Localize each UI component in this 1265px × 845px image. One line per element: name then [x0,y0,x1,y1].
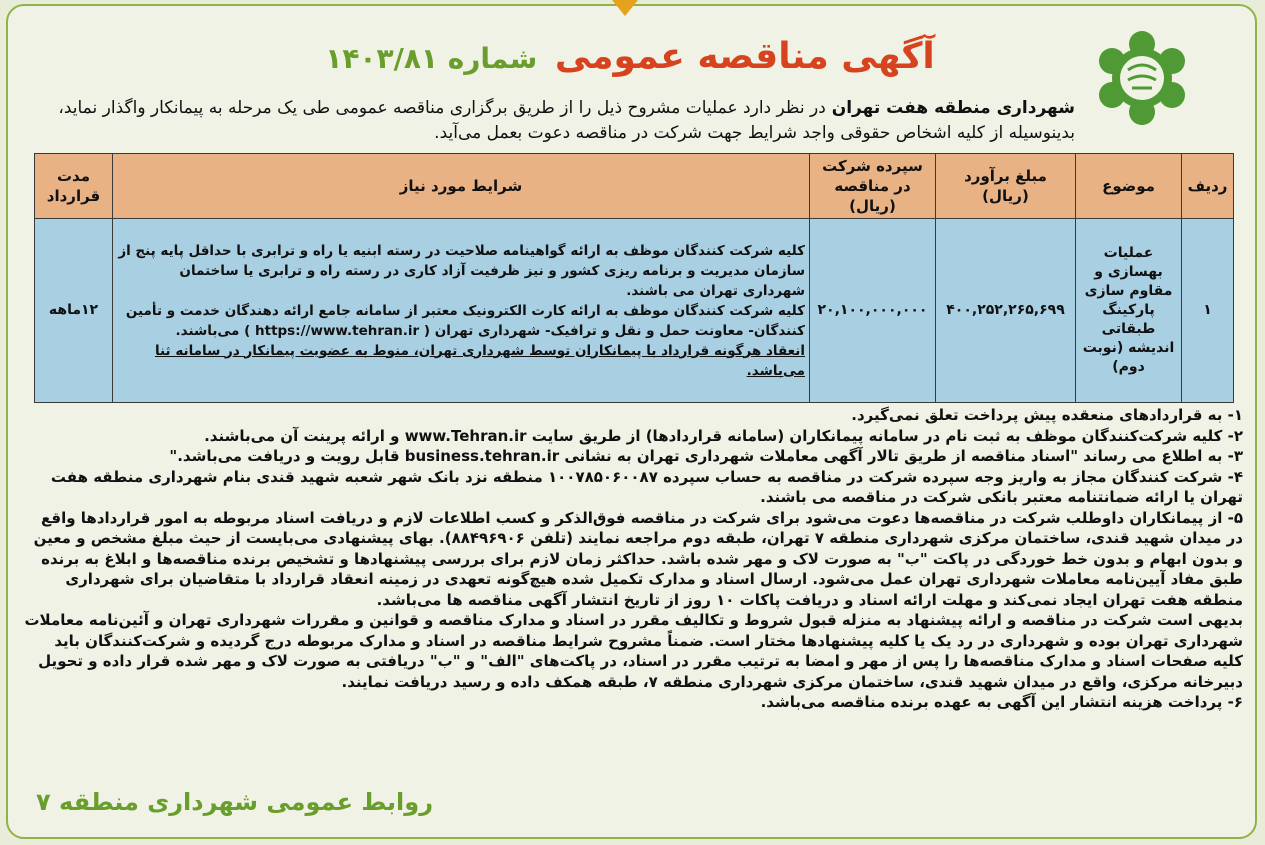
clause-5: ۵- از پیمانکاران داوطلب شرکت در مناقصه‌ها دعوت می‌شود برای شرکت در مناقصه فوق‌الذکر و کسب اطلاعات لازم و دریافت اسناد مربوطه به امور قراردادها واقع در میدان شهید قندی، ساختمان مرکزی شهرداری منطقه ۷ تهران، طبقه دوم مراجعه نمایند (تلفن ۸۸۴۹۶۹۰۶). بهای پیشنهادی می‌بایست از حیث مبلغ مشخص و معین و بدون ابهام و بدون خط خوردگی در پاکت "ب" به صورت لاک و مهر شده باشد. حداکثر زمان لازم برای بررسی پیشنهادها و تشخیص برنده مناقصه‌ها و ابلاغ به برنده طبق مفاد آیین‌نامه معاملات شهرداری تهران عمل می‌شود. ارسال اسناد و مدارک تکمیل شده هیچ‌گونه تعهدی در زمینه انعقاد قرارداد با متقاضیان برای شهرداری منطقه هفت تهران ایجاد نمی‌کند و مهلت ارائه اسناد و دریافت پاکات ۱۰ روز از تاریخ انتشار آگهی مناقصه ها می‌باشد. [33,508,1243,609]
clause-1: ۱- به قراردادهای منعقده پیش پرداخت تعلق نمی‌گیرد. [851,406,1243,424]
tender-table [34,153,1234,403]
clause-5-continued: بدیهی است شرکت در مناقصه و ارائه پیشنهاد به منزله قبول شروط و تکالیف مقرر در اسناد و مدارک مناقصه و قوانین و مقررات شهرداری تهران و آئین‌نامه معاملات شهرداری تهران بوده و شهرداری در رد یک یا کلیه پیشنهادها مختار است. ضمناً مشروح شرایط مناقصه در اسناد و مدارک مربوطه درج گردیده و شرکت‌کنندگان باید کلیه صفحات اسناد و مدارک مناقصه‌ها را پس از مهر و امضا به ترتیب مقرر در اسناد، در پاکت‌های "الف" و "ب" دریافتی به صورت لاک و مهر شده قرار داده و تحویل دبیرخانه مرکزی، واقع در میدان شهید قندی، ساختمان مرکزی شهرداری منطقه ۷، طبقه همکف داده و رسید دریافت نمایند. [24,611,1243,691]
intro-org: شهرداری منطقه هفت تهران [831,98,1075,118]
cell-row-number: ۱ [1182,219,1234,403]
clause-4: ۴- شرکت کنندگان مجاز به واریز وجه سپرده شرکت در مناقصه به حساب سپرده ۱۰۰۷۸۵۰۶۰۰۸۷ منطقه نزد بانک شهر شعبه شهید قندی بنام شهرداری منطقه هفت تهران یا ارائه ضمانتنامه معتبر بانکی شرکت در مناقصه می باشند. [50,467,1243,506]
clause-3: ۳- به اطلاع می رساند "اسناد مناقصه از طریق تالار آگهی معاملات شهرداری تهران به نشانی business.tehran.ir قابل رویت و دریافت می‌باشد." [169,447,1243,465]
header-estimate: مبلغ برآورد (ریال) [936,154,1076,219]
condition-3: انعقاد هرگونه قرارداد با پیمانکاران توسط شهرداری تهران، منوط به عضویت پیمانکار در سامانه ثنا می‌باشد. [154,342,805,379]
intro-paragraph [15,96,1075,146]
footer-signature: روابط عمومی شهرداری منطقه ۷ [36,788,434,816]
cell-duration: ۱۲ماهه [35,219,113,403]
intro-text: در نظر دارد عملیات مشروح ذیل را از طریق برگزاری مناقصه عمومی طی یک مرحله به پیمانکار واگذار نماید، بدینوسیله از کلیه اشخاص حقوقی واجد شرایط جهت شرکت در مناقصه دعوت بعمل می‌آید. [58,98,1075,143]
clause-6: ۶- پرداخت هزینه انتشار این آگهی به عهده برنده مناقصه می‌باشد. [760,693,1243,711]
tehran-municipality-logo [1088,30,1196,126]
condition-2: کلیه شرکت کنندگان موظف به ارائه کارت الکترونیک معتبر از سامانه جامع ارائه دهندگان خدمت و تأمین کنندگان- معاونت حمل و نقل و ترافیک- شهرداری تهران ( https://www.tehran.ir ) می‌باشند. [125,302,805,339]
cell-estimate: ۴۰۰,۲۵۲,۲۶۵,۶۹۹ [936,219,1076,403]
cell-subject: عملیات بهسازی و مقاوم سازی پارکینگ طبقاتی اندیشه (نوبت دوم) [1076,219,1182,403]
clauses-list [23,405,1243,713]
table-row [35,219,1234,403]
title-main: آگهی مناقصه عمومی [554,36,935,77]
clause-2: ۲- کلیه شرکت‌کنندگان موظف به ثبت نام در سامانه پیمانکاران (سامانه قراردادها) از طریق سایت www.Tehran.ir و ارائه پرینت آن می‌باشند. [204,426,1243,445]
top-marker [612,0,638,16]
header-deposit: سپرده شرکت در مناقصه (ریال) [810,154,936,219]
header-duration: مدت قرارداد [35,154,113,219]
notice-title [250,36,1010,77]
table-header-row [35,154,1234,219]
header-conditions: شرایط مورد نیاز [113,154,810,219]
title-number: شماره ۱۴۰۳/۸۱ [325,42,538,75]
cell-deposit: ۲۰,۱۰۰,۰۰۰,۰۰۰ [810,219,936,403]
condition-1: کلیه شرکت کنندگان موظف به ارائه گواهینامه صلاحیت در رسته ابنیه یا راه و ترابری با حداقل پایه پنج از سازمان مدیریت و برنامه ریزی کشور و نیز ظرفیت آزاد کاری در رسته راه و ترابری یا ساختمان شهرداری تهران می باشند. [118,242,805,299]
header-subject: موضوع [1076,154,1182,219]
header-row-number: ردیف [1182,154,1234,219]
cell-conditions [113,219,810,403]
